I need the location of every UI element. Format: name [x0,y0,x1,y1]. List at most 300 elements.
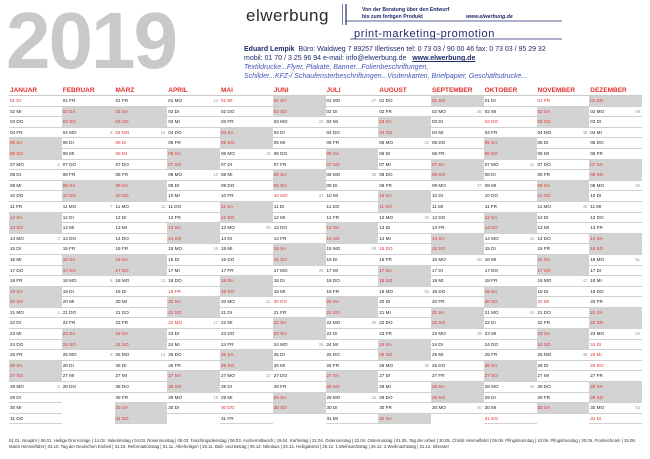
calendar-day: 01 DI [9,96,62,107]
calendar-day: 22 MO 17 [167,318,220,329]
calendar-day: 15 MI [220,244,273,255]
calendar-day: 06 MI [115,149,168,160]
calendar-day: 20 DO [273,297,326,308]
calendar-day: 04 FR [484,128,537,139]
calendar-day: 08 FR [62,170,115,181]
calendar-day: 25 SO [378,350,431,361]
calendar-day: 10 MO 24 [273,191,326,202]
month-column-12 [589,96,642,424]
month-header-8: AUGUST [378,86,431,96]
week-number: 45 [582,129,588,135]
calendar-day: 13 MO 20 [220,223,273,234]
week-number: 4 [57,309,60,315]
calendar-day: 12 SO [220,213,273,224]
calendar-day: 26 SA [484,361,537,372]
calendar-day: 29 DO [378,393,431,404]
calendar-day-empty [273,414,326,425]
week-number: 2 [57,161,60,167]
calendar-day: 18 SA [220,276,273,287]
calendar-day: 19 DI [115,287,168,298]
calendar-day: 25 FR [484,350,537,361]
calendar-day: 01 SO [431,96,484,107]
calendar-day: 18 MO 8 [62,276,115,287]
week-number: 32 [424,140,429,146]
calendar-day: 15 DI [9,244,62,255]
calendar-day: 25 MI [589,350,642,361]
calendar-day: 02 DI [167,107,220,118]
calendar-day: 10 DO [484,191,537,202]
calendar-day: 15 DO [378,244,431,255]
calendar-day: 14 DI [220,234,273,245]
month-column-10 [484,96,537,424]
calendar-day: 24 SA [378,340,431,351]
calendar-day: 27 FR [589,371,642,382]
calendar-day: 13 SA [326,223,379,234]
calendar-day: 24 MO 26 [273,340,326,351]
calendar-day: 18 MI [431,276,484,287]
week-number: 18 [213,394,218,400]
calendar-day: 30 MI [484,403,537,414]
week-number: 52 [635,331,640,337]
calendar-day: 27 DI [378,371,431,382]
calendar-day: 31 MI [326,414,379,425]
logo-tagline-2: bis zum fertigen Produkt [362,14,423,20]
calendar-day: 10 DO [9,191,62,202]
company-logo [246,3,566,43]
calendar-day: 06 SO [9,149,62,160]
calendar-day: 11 DI [273,202,326,213]
calendar-day: 07 MO 41 [484,160,537,171]
calendar-day: 31 SA [378,414,431,425]
calendar-day: 10 SO [62,191,115,202]
week-number: 6 [110,129,113,135]
logo-url: www.elwerbung.de [466,14,513,20]
week-number: 38 [477,256,482,262]
month-column-1 [9,96,62,424]
calendar-day: 21 MI [378,308,431,319]
calendar-day: 14 SA [431,234,484,245]
calendar-day: 03 DO [9,117,62,128]
week-number: 53 [635,405,640,411]
calendar-day: 29 MO 31 [326,393,379,404]
week-number: 25 [318,267,324,273]
calendar-day: 07 DO [115,160,168,171]
calendar-day: 30 DI [167,403,220,414]
month-header-12: DEZEMBER [589,86,642,96]
calendar-day: 05 SA [9,138,62,149]
calendar-day: 07 SA [431,160,484,171]
calendar-day: 19 DI [62,287,115,298]
week-number: 10 [160,129,166,135]
calendar-day: 21 MO 4 [9,308,62,319]
calendar-day: 03 MO 23 [273,117,326,128]
calendar-day: 14 DO [62,234,115,245]
calendar-day: 13 DI [378,223,431,234]
calendar-day: 11 MO 7 [62,202,115,213]
calendar-day: 17 SO [115,266,168,277]
week-number: 37 [477,182,482,188]
week-number: 36 [477,108,482,114]
calendar-day: 07 SA [589,160,642,171]
calendar-day-empty [537,414,590,425]
calendar-day: 06 SO [484,149,537,160]
calendar-day: 18 DO [167,276,220,287]
calendar-day: 27 MI [537,371,590,382]
calendar-day: 07 MO 2 [9,160,62,171]
logo-wordmark: elwerbung [246,6,329,25]
calendar-day: 16 SA [62,255,115,266]
calendar-day: 09 MI [9,181,62,192]
calendar-day: 26 SA [9,361,62,372]
calendar-day: 13 MI [115,223,168,234]
calendar-day: 25 DI [273,350,326,361]
month-header-10: OKTOBER [484,86,537,96]
calendar-day: 22 FR [537,318,590,329]
calendar-day: 10 MI [326,191,379,202]
calendar-day: 06 FR [589,149,642,160]
calendar-day: 23 MO 52 [589,329,642,340]
calendar-day: 12 FR [326,213,379,224]
week-number: 28 [371,172,377,178]
calendar-day: 03 SA [378,117,431,128]
calendar-day: 18 FR [484,276,537,287]
calendar-day: 24 SO [115,340,168,351]
calendar-day: 18 DO [326,276,379,287]
week-number: 12 [160,278,166,284]
calendar-day: 31 DO [9,414,62,425]
calendar-day: 28 MO 44 [484,382,537,393]
calendar-day: 19 SO [220,287,273,298]
calendar-day: 18 SO [378,276,431,287]
calendar-day: 24 DO [9,340,62,351]
calendar-day: 12 SA [9,213,62,224]
week-number: 15 [213,172,218,178]
calendar-day: 18 MI [589,276,642,287]
month-columns [9,96,642,424]
calendar-day: 09 DO [220,181,273,192]
week-number: 14 [213,98,218,103]
calendar-day: 08 DO [378,170,431,181]
calendar-day: 22 SO [431,318,484,329]
calendar-day: 20 SA [326,297,379,308]
calendar-day: 18 MO 12 [115,276,168,287]
month-header-2: FEBRUAR [62,86,115,96]
calendar-day: 15 FR [537,244,590,255]
calendar-day: 01 DI [484,96,537,107]
calendar-day: 27 MI [62,371,115,382]
calendar-day: 30 MO 40 [431,403,484,414]
calendar-day: 03 SO [115,117,168,128]
calendar-day: 13 DO [273,223,326,234]
week-number: 35 [424,362,429,368]
calendar-day: 09 MO 50 [589,181,642,192]
calendar-day: 03 DO [484,117,537,128]
calendar-day: 19 FR [326,287,379,298]
week-number: 8 [110,278,113,284]
calendar-day: 14 SA [589,234,642,245]
week-number: 16 [213,246,218,252]
calendar-day: 16 SO [273,255,326,266]
calendar-day: 29 DI [9,393,62,404]
calendar-day: 27 FR [431,371,484,382]
calendar-day: 19 MO 34 [378,287,431,298]
calendar-day-empty [167,414,220,425]
calendar-day: 02 SA [115,107,168,118]
calendar-day: 13 SO [9,223,62,234]
calendar-day: 20 SO [484,297,537,308]
month-header-4: APRIL [167,86,220,96]
calendar-day: 26 DI [62,361,115,372]
calendar-day: 01 FR [62,96,115,107]
calendar-day: 20 MI [537,297,590,308]
calendar-day: 27 SA [167,371,220,382]
calendar-day: 17 FR [220,266,273,277]
services-line-2: Schilder...KFZ-/ Schaufensterbeschriftungen...Visitenkarten, Briefpapier, Geschäftsdrucke... [244,73,528,80]
calendar-day: 04 DI [273,128,326,139]
calendar-day: 21 MO 43 [484,308,537,319]
calendar-day-empty [431,414,484,425]
calendar-day: 17 SO [62,266,115,277]
calendar-day: 23 MO 39 [431,329,484,340]
calendar-day: 06 SA [167,149,220,160]
month-header-11: NOVEMBER [537,86,590,96]
month-header-7: JULI [326,86,379,96]
calendar-day: 22 MI [220,318,273,329]
calendar-day-empty [62,414,115,425]
calendar-day-empty [62,403,115,414]
week-number: 3 [57,235,60,241]
calendar-day: 25 DO [167,350,220,361]
calendar-day: 22 MO 30 [326,318,379,329]
calendar-day: 16 MI [484,255,537,266]
calendar-day: 06 DO [273,149,326,160]
calendar-day: 09 DI [167,181,220,192]
calendar-day: 12 DO [431,213,484,224]
calendar-day: 10 DI [431,191,484,202]
calendar-day: 13 MI [62,223,115,234]
calendar-day: 05 DI [62,138,115,149]
calendar-day: 23 MI [9,329,62,340]
calendar-day: 25 MO 9 [62,350,115,361]
calendar-day: 28 MI [378,382,431,393]
month-column-8 [378,96,431,424]
calendar-day: 24 MI [326,340,379,351]
calendar-day: 20 DI [378,297,431,308]
calendar-day: 04 SA [220,128,273,139]
month-header-3: MÄRZ [115,86,168,96]
calendar-day: 24 DI [589,340,642,351]
calendar-day: 27 SO [9,371,62,382]
calendar-day: 07 FR [273,160,326,171]
calendar-day: 17 SO [537,266,590,277]
calendar-day: 14 SO [167,234,220,245]
calendar-day: 28 SA [431,382,484,393]
calendar-day: 22 FR [115,318,168,329]
calendar-day: 16 MO 51 [589,255,642,266]
calendar-day: 29 DI [484,393,537,404]
week-number: 40 [477,405,482,411]
calendar-day: 25 FR [9,350,62,361]
calendar-day: 06 MI [537,149,590,160]
calendar-day: 02 MO 49 [589,107,642,118]
month-header-6: JUNI [273,86,326,96]
month-column-9 [431,96,484,424]
calendar-day: 06 DI [378,149,431,160]
calendar-day: 17 MI [167,266,220,277]
calendar-day: 11 SA [220,202,273,213]
calendar-day: 09 SO [273,181,326,192]
calendar-day: 22 DI [484,318,537,329]
calendar-day: 18 DI [273,276,326,287]
month-column-3 [115,96,168,424]
calendar-day: 11 DO [326,202,379,213]
calendar-day: 16 MO 38 [431,255,484,266]
contact-website-link[interactable]: www.elwerbung.de [412,55,476,62]
calendar-day: 06 FR [431,149,484,160]
calendar-day: 15 FR [115,244,168,255]
calendar-day: 23 DI [326,329,379,340]
calendar-day: 17 DO [9,266,62,277]
calendar-day: 06 SA [326,149,379,160]
calendar-day: 20 MI [62,297,115,308]
calendar-day: 19 DO [589,287,642,298]
calendar-day: 07 SO [167,160,220,171]
calendar-day: 11 DO [167,202,220,213]
calendar-day: 05 DI [115,138,168,149]
calendar-day: 04 MO 45 [537,128,590,139]
week-number: 27 [371,98,377,103]
calendar-day: 05 MO 32 [378,138,431,149]
calendar-day: 25 MI [431,350,484,361]
calendar-day: 21 DO [62,308,115,319]
calendar-day: 23 FR [378,329,431,340]
calendar-day: 05 SA [484,138,537,149]
calendar-day: 07 SO [326,160,379,171]
calendar-day: 28 FR [273,382,326,393]
calendar-day: 12 DO [589,213,642,224]
calendar-day: 31 FR [220,414,273,425]
month-column-6 [273,96,326,424]
calendar-day: 26 DI [537,361,590,372]
calendar-day: 10 MI [167,191,220,202]
calendar-day: 17 MI [326,266,379,277]
calendar-day: 21 SA [589,308,642,319]
calendar-day: 30 DO [220,403,273,414]
week-number: 29 [371,246,377,252]
calendar-day: 16 SA [115,255,168,266]
calendar-day: 22 FR [62,318,115,329]
calendar-day: 12 DI [62,213,115,224]
holiday-legend: 01.01. Neujahr | 06.01. Heilige Drei Könige | 14.02. Valentinstag | 04.03. Rosenmontag | 05.03. Faschingsdienstag | 06.03. Aschermittwoch | 19.04. Karfreitag | 21.04. Ostersonntag | 22.04. Ostermontag | 01.05. Tag der Arbeit | 30.05. Christi Himmelfahrt | 09.06. Pfingstsonntag | 10.06. Pfingstmontag | 20.06. Fronleichnam | 15.08. Mariä Himmelfahrt | 03.10. Tag der Deutschen Einheit | 31.10. Reformationstag | 01.11. Allerheiligen | 20.11. Buß- und Bettag | 06.12. Nikolaus | 24.12. Heiligabend | 25.12. 1.Weihnachtstag | 26.12. 2.Weihnachtstag | 31.12. Silvester [9,438,636,449]
calendar-day: 31 SO [115,414,168,425]
calendar-day: 03 MI [326,117,379,128]
calendar-day: 29 SO [589,393,642,404]
calendar-day: 29 SA [273,393,326,404]
calendar-day: 14 DO [537,234,590,245]
calendar-day: 15 SO [431,244,484,255]
calendar-day: 03 FR [220,117,273,128]
week-number: 23 [318,119,324,125]
month-column-4 [167,96,220,424]
calendar-day: 10 SO [115,191,168,202]
calendar-day: 26 SO [220,361,273,372]
calendar-day: 01 DO [378,96,431,107]
week-number: 19 [266,150,271,156]
calendar-day: 07 DO [537,160,590,171]
calendar-day: 15 MO 16 [167,244,220,255]
contact-name: Eduard Lempik [244,46,295,53]
month-header-5: MAI [220,86,273,96]
calendar-day: 12 FR [167,213,220,224]
calendar-day: 15 SA [273,244,326,255]
calendar-day: 23 SO [273,329,326,340]
calendar-day: 22 DO [378,318,431,329]
calendar-day: 20 MO 21 [220,297,273,308]
calendar-day: 17 DI [431,266,484,277]
week-number: 34 [424,288,429,294]
calendar-day: 25 MO 48 [537,350,590,361]
calendar-grid [9,86,642,424]
calendar-day: 07 DI [220,160,273,171]
month-column-11 [537,96,590,424]
week-number: 22 [266,373,271,379]
month-column-2 [62,96,115,424]
calendar-day: 19 SA [484,287,537,298]
calendar-day: 01 SO [589,96,642,107]
calendar-day: 08 MI [220,170,273,181]
calendar-day: 27 SO [484,371,537,382]
calendar-day: 08 SO [431,170,484,181]
calendar-day: 24 FR [220,340,273,351]
week-number: 51 [635,256,640,262]
calendar-day: 29 FR [537,393,590,404]
calendar-day: 09 SA [62,181,115,192]
calendar-day: 13 MI [537,223,590,234]
calendar-day: 16 SA [537,255,590,266]
logo-tagline-1: Von der Beratung über den Entwurf [362,7,450,13]
calendar-day: 18 MO 47 [537,276,590,287]
calendar-day: 01 MO 14 [167,96,220,107]
calendar-day: 28 SO [167,382,220,393]
calendar-day: 12 MO 33 [378,213,431,224]
calendar-day: 26 MO 35 [378,361,431,372]
calendar-day: 10 FR [220,191,273,202]
calendar-day: 03 DI [589,117,642,128]
year-title: 2019 [6,0,176,85]
calendar-day: 23 SA [115,329,168,340]
week-number: 43 [529,309,535,315]
calendar-day: 02 SA [62,107,115,118]
calendar-day: 19 DI [537,287,590,298]
month-column-7 [326,96,379,424]
calendar-day: 11 FR [484,202,537,213]
calendar-day: 21 SA [431,308,484,319]
calendar-day: 03 DI [431,117,484,128]
calendar-day: 04 MO 6 [62,128,115,139]
calendar-day: 18 FR [9,276,62,287]
week-number: 5 [57,384,60,390]
calendar-day: 24 DI [431,340,484,351]
calendar-day: 04 MO 10 [115,128,168,139]
contact-mobile: mobil: 01 70 / 3 25 96 94 e-mail: info@elwerbung.de [244,55,407,62]
calendar-day: 29 SO [431,393,484,404]
calendar-day: 15 FR [62,244,115,255]
calendar-day: 14 MO 42 [484,234,537,245]
calendar-day: 27 SA [326,371,379,382]
calendar-day: 13 SO [484,223,537,234]
calendar-day: 19 MI [273,287,326,298]
month-header-9: SEPTEMBER [431,86,484,96]
